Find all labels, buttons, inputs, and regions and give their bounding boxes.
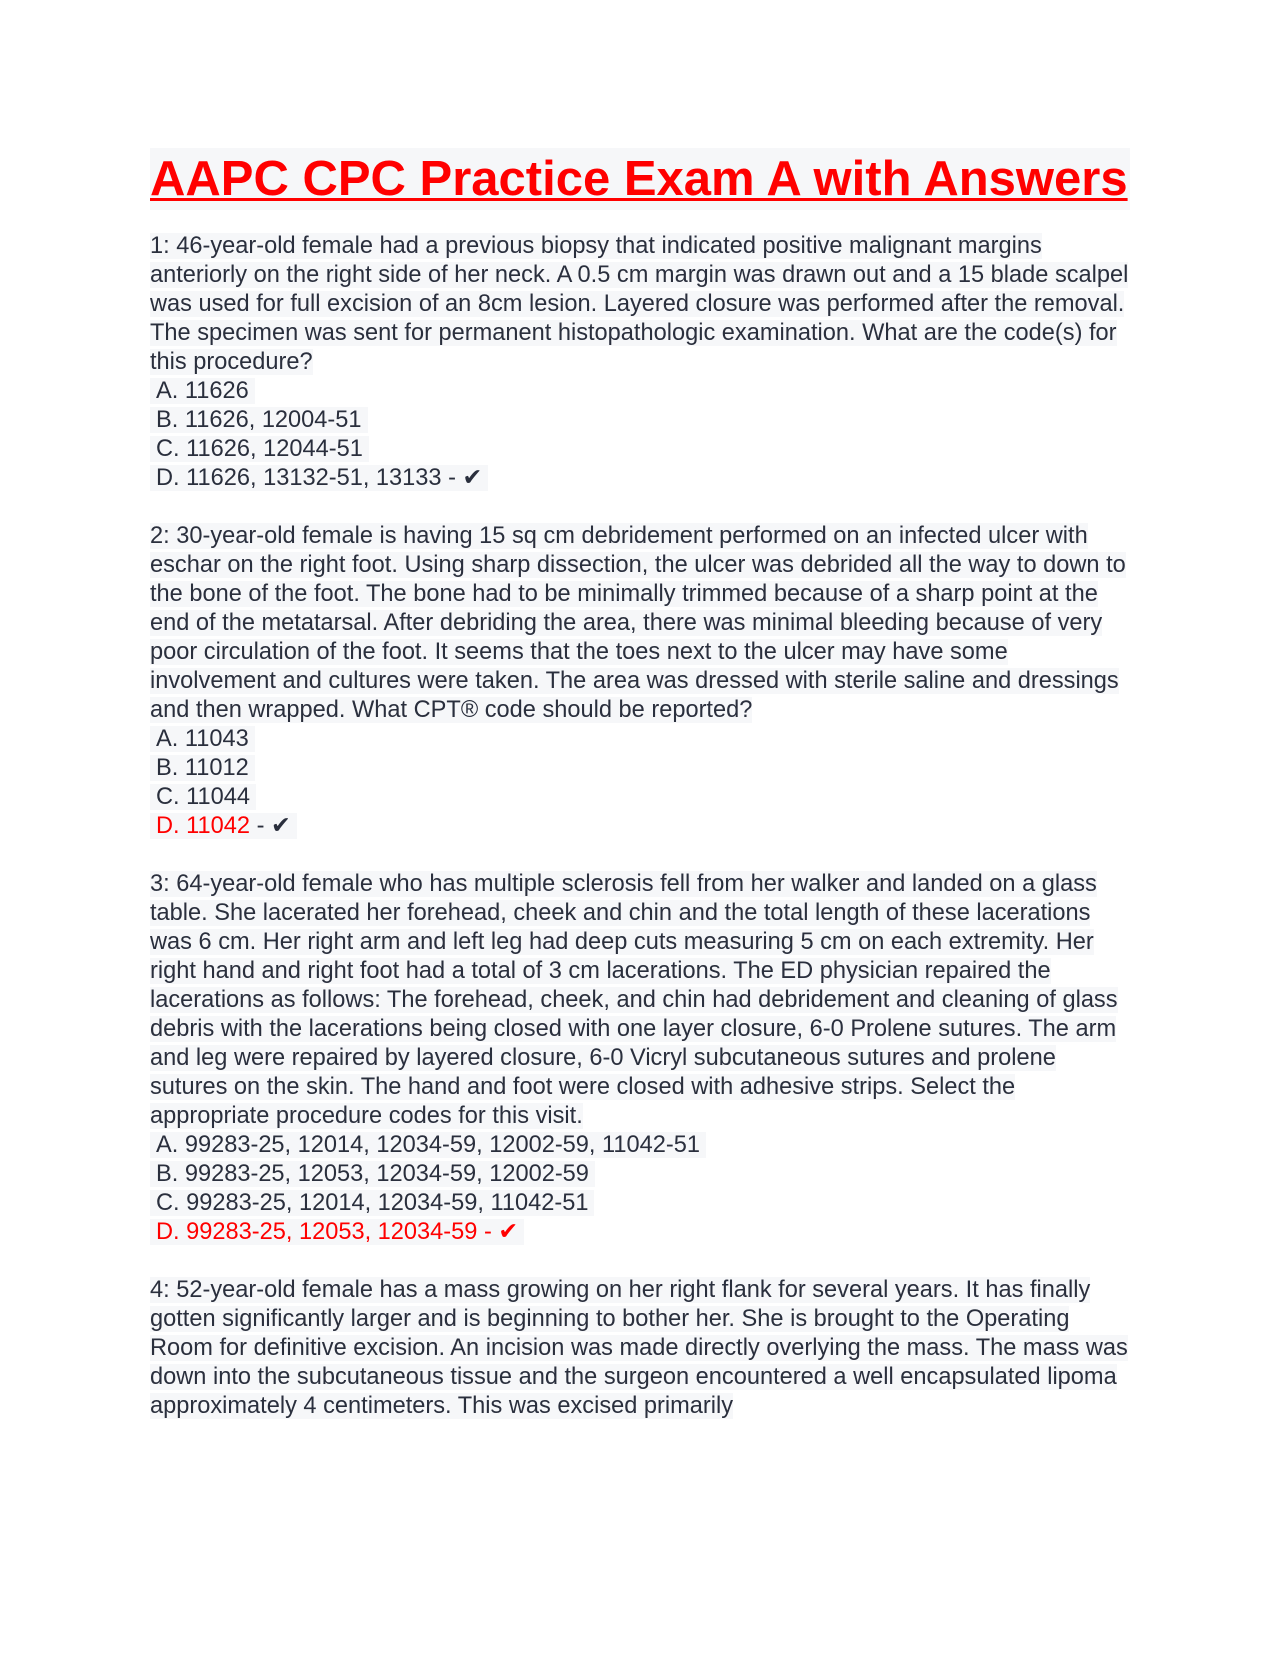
question-2: [150, 522, 1130, 841]
question-text: 1: 46-year-old female had a previous biopsy that indicated positive malignant margins anteriorly on the right side of her neck. A 0.5 cm margin was drawn out and a 15 blade scalpel was used for full excision of an 8cm lesion. Layered closure was performed after the removal. The specimen was sent for permanent histopathologic examination. What are the code(s) for this procedure?: [150, 233, 1129, 375]
answer-option-marked: D. 11626, 13132-51, 13133 - ✔: [150, 464, 1130, 493]
answer-option: A. 99283-25, 12014, 12034-59, 12002-59, 11042-51: [150, 1131, 1130, 1160]
question-4: [150, 1276, 1130, 1421]
question-text: 3: 64-year-old female who has multiple sclerosis fell from her walker and landed on a glass table. She lacerated her forehead, cheek and chin and the total length of these lacerations was 6 cm. Her right arm and left leg had deep cuts measuring 5 cm on each extremity. Her right hand and right foot had a total of 3 cm lacerations. The ED physician repaired the lacerations as follows: The forehead, cheek, and chin had debridement and cleaning of glass debris with the lacerations being closed with one layer closure, 6-0 Prolene sutures. The arm and leg were repaired by layered closure, 6-0 Vicryl subcutaneous sutures and prolene sutures on the skin. The hand and foot were closed with adhesive strips. Select the appropriate procedure codes for this visit.: [150, 871, 1118, 1129]
question-1: [150, 232, 1130, 493]
answer-option: B. 11012: [150, 754, 1130, 783]
answer-option: C. 99283-25, 12014, 12034-59, 11042-51: [150, 1189, 1130, 1218]
page-title: AAPC CPC Practice Exam A with Answers: [150, 152, 1128, 206]
answer-option: C. 11626, 12044-51: [150, 435, 1130, 464]
answer-option: B. 11626, 12004-51: [150, 406, 1130, 435]
question-text: 4: 52-year-old female has a mass growing on her right flank for several years. It has finally gotten significantly larger and is beginning to bother her. She is brought to the Operating Room for definitive excision. An incision was made directly overlying the mass. The mass was down into the subcutaneous tissue and the surgeon encountered a well encapsulated lipoma approximately 4 centimeters. This was excised primarily: [150, 1277, 1128, 1419]
answer-option: A. 11043: [150, 725, 1130, 754]
checkmark-icon: - ✔: [250, 813, 291, 839]
answer-option: A. 11626: [150, 377, 1130, 406]
question-text: 2: 30-year-old female is having 15 sq cm debridement performed on an infected ulcer with eschar on the right foot. Using sharp dissection, the ulcer was debrided all the way to down to the bone of the foot. The bone had to be minimally trimmed because of a sharp point at the end of the metatarsal. After debriding the area, there was minimal bleeding because of very poor circulation of the foot. It seems that the toes next to the ulcer may have some involvement and cultures were taken. The area was dressed with sterile saline and dressings and then wrapped. What CPT® code should be reported?: [150, 523, 1126, 723]
title-block: [150, 148, 1130, 210]
answer-option: C. 11044: [150, 783, 1130, 812]
answer-option: B. 99283-25, 12053, 12034-59, 12002-59: [150, 1160, 1130, 1189]
document-page: [150, 148, 1130, 1450]
answer-option-correct: D. 11042 - ✔: [150, 812, 1130, 841]
answer-option-correct: D. 99283-25, 12053, 12034-59 - ✔: [150, 1218, 1130, 1247]
checkmark-icon: - ✔: [441, 465, 483, 491]
question-3: [150, 870, 1130, 1247]
